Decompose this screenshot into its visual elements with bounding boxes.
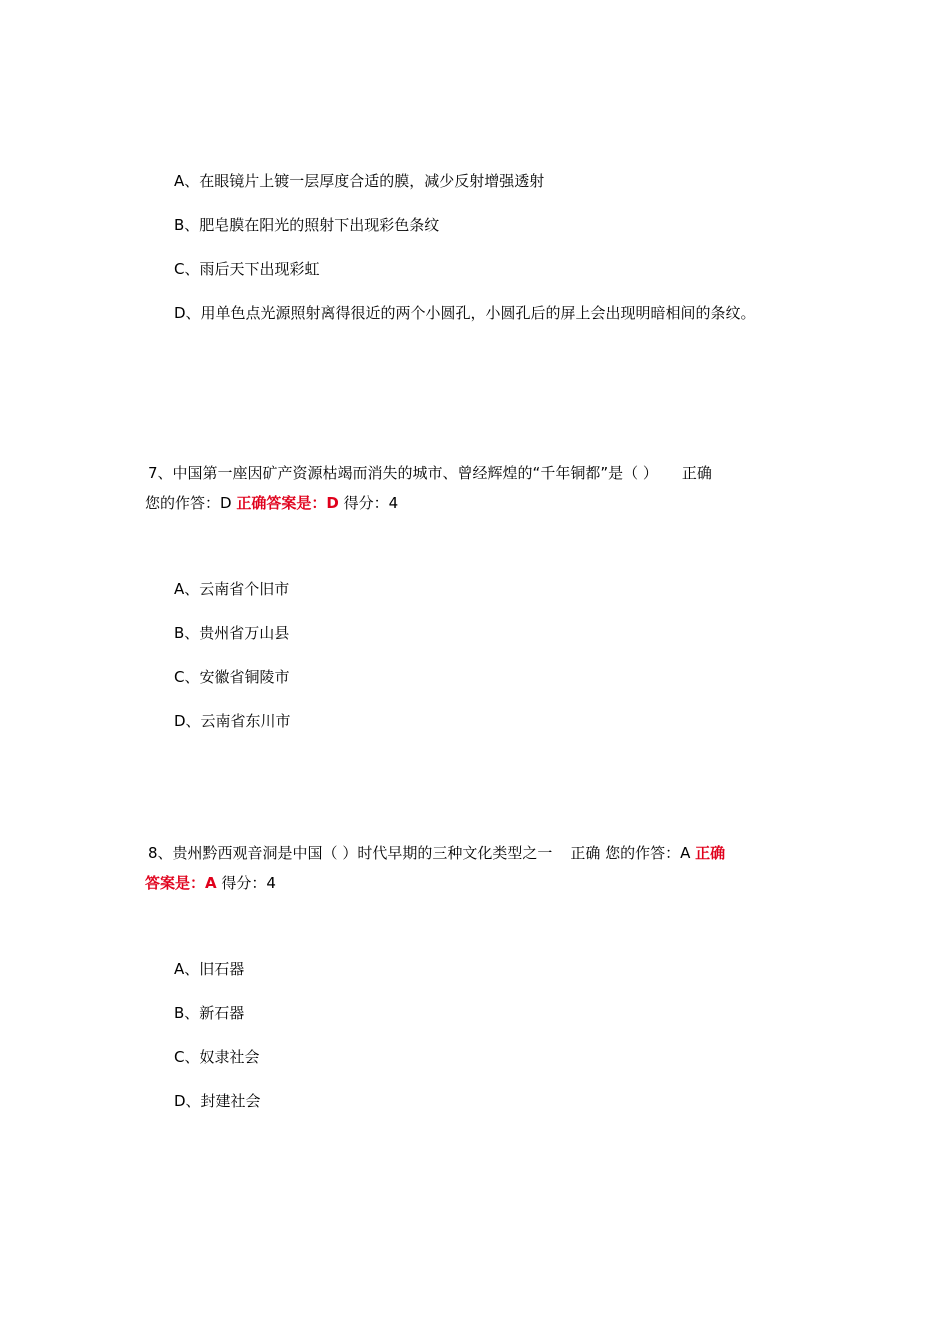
correct-answer-part1: 正确 (695, 844, 726, 862)
score: 得分：4 (221, 874, 276, 892)
question-7-text: 7、中国第一座因矿产资源枯竭而消失的城市、曾经辉煌的“千年铜都”是（ ） (148, 464, 658, 482)
option-c: C、雨后天下出现彩虹 (174, 260, 320, 278)
option-c: C、奴隶社会 (174, 1048, 260, 1066)
option-b: B、贵州省万山县 (174, 624, 290, 642)
correct-answer-part2: 答案是：A (145, 874, 217, 892)
question-8-result (145, 868, 276, 898)
your-answer: 您的作答：D (145, 494, 232, 512)
correct-answer: 正确答案是：D (236, 494, 339, 512)
option-d: D、云南省东川市 (174, 712, 291, 730)
option-d: D、封建社会 (174, 1092, 261, 1110)
option-a: A、旧石器 (174, 960, 245, 978)
score: 得分：4 (343, 494, 399, 512)
option-a: A、在眼镜片上镀一层厚度合适的膜，减少反射增强透射 (174, 172, 545, 190)
your-answer: 您的作答：A (605, 844, 691, 862)
option-b: B、肥皂膜在阳光的照射下出现彩色条纹 (174, 216, 440, 234)
option-a: A、云南省个旧市 (174, 580, 290, 598)
option-d: D、用单色点光源照射离得很近的两个小圆孔，小圆孔后的屏上会出现明暗相间的条纹。 (174, 304, 756, 322)
question-7-result (145, 488, 398, 518)
question-8-status: 正确 (570, 844, 601, 862)
question-7-status: 正确 (681, 464, 712, 482)
question-8-text: 8、贵州黔西观音洞是中国（ ）时代早期的三种文化类型之一 (148, 844, 553, 862)
question-7 (148, 458, 712, 488)
option-c: C、安徽省铜陵市 (174, 668, 290, 686)
option-b: B、新石器 (174, 1004, 245, 1022)
question-8 (148, 838, 725, 868)
